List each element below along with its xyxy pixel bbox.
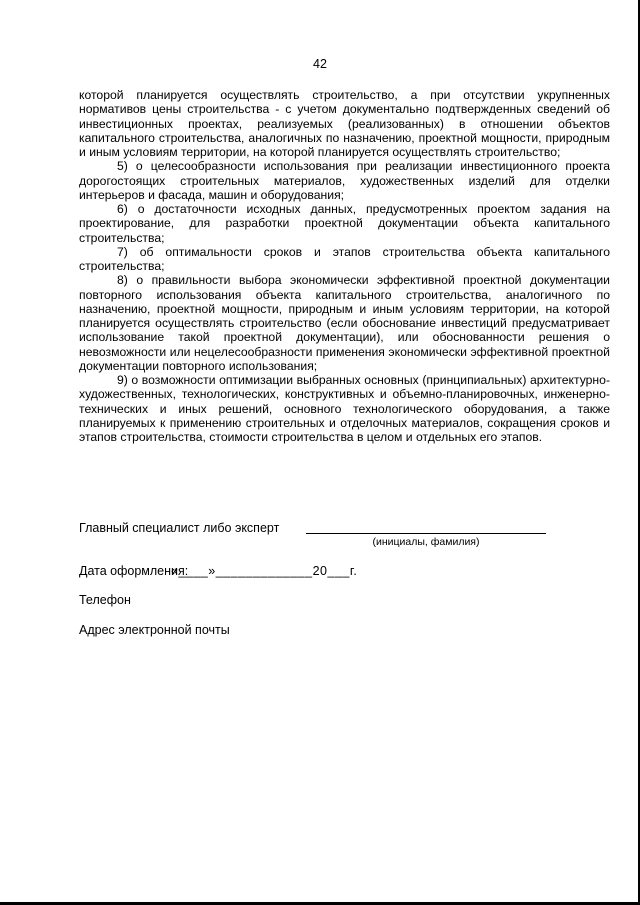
paragraph-item-6: 6) о достаточности исходных данных, предусмотренных проектом задания на проектирование, для разработки проектной документации объекта капитального строительства; — [79, 202, 610, 245]
paragraph-item-9: 9) о возможности оптимизации выбранных основных (принципиальных) архитектурно-художественных, технологических, конструктивных и объемно-планировочных, инженерно-технических и иных решений, основного технологического оборудования, а также планируемых к применению строительных и отделочных материалов, сокращения сроков и этапов строительства, стоимости строительства в целом и отдельных его этапов. — [79, 373, 610, 444]
phone-label: Телефон — [79, 593, 131, 607]
paragraph-continuation: которой планируется осуществлять строительство, а при отсутствии укрупненных нормативов цены строительства - с учетом документально подтвержденных сведений об инвестиционных проектах, реализуемых (реализованных) в отношении объектов капитального строительства, аналогичных по назначению, проектной мощности, природным и иным условиям территории, на которой планируется осуществлять строительство; — [79, 88, 610, 159]
signature-label: Главный специалист либо эксперт — [79, 521, 280, 535]
signature-line — [306, 533, 546, 534]
signature-caption: (инициалы, фамилия) — [372, 536, 480, 548]
date-label: Дата оформления: — [79, 564, 189, 578]
paragraph-item-8: 8) о правильности выбора экономически эффективной проектной документации повторного использования объекта капитального строительства, аналогичного по назначению, проектной мощности, природным и иным условиям территории, на которой планируется осуществлять строительство (если обоснование инвестиций предусматривает использование такой проектной документации), или обоснованности решения о невозможности или нецелесообразности применения экономически эффективной проектной документации повторного использования; — [79, 273, 610, 373]
paragraph-item-5: 5) о целесообразности использования при реализации инвестиционного проекта дорогостоящих строительных материалов, художественных изделий для отделки интерьеров и фасада, машин и оборудования; — [79, 159, 610, 202]
paragraph-item-7: 7) об оптимальности сроков и этапов строительства объекта капитального строительства; — [79, 244, 610, 273]
email-label: Адрес электронной почты — [79, 623, 230, 637]
body-text — [79, 88, 610, 444]
page-number: 42 — [313, 57, 327, 71]
date-field: «____»_____________20___г. — [171, 564, 358, 578]
